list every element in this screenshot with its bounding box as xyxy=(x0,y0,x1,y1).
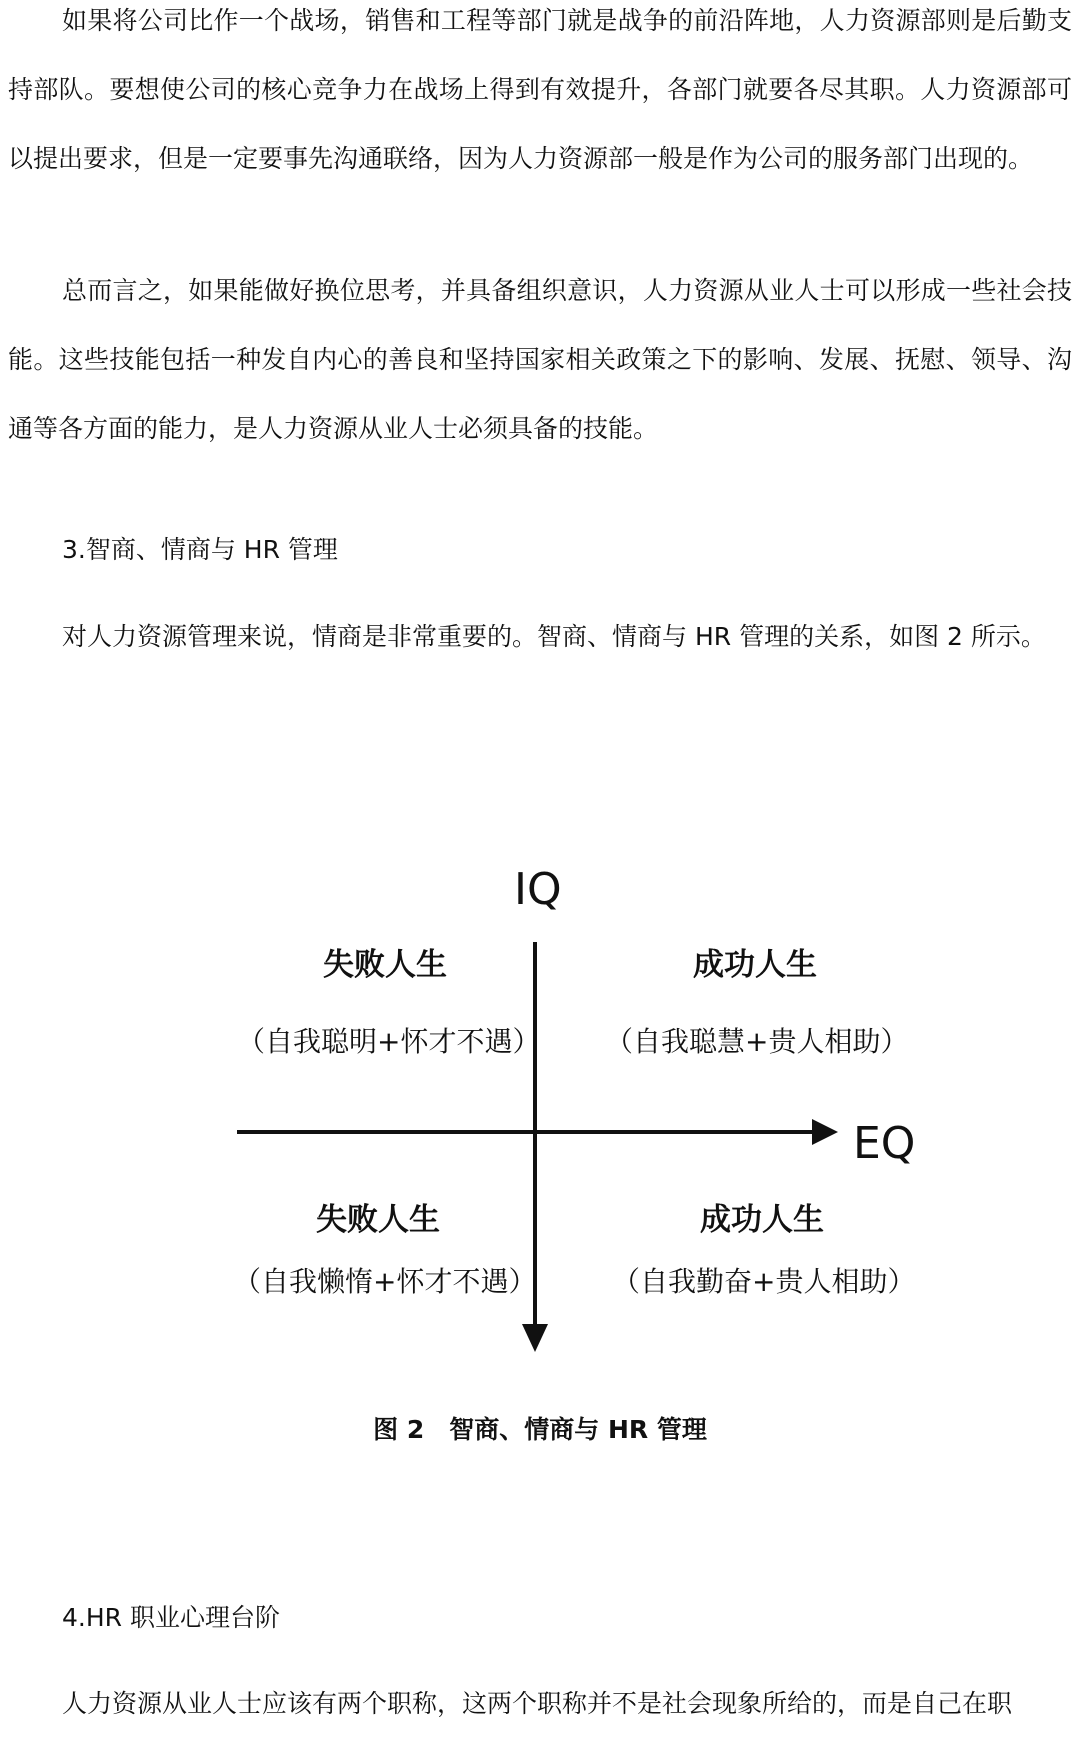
iq-axis-arrowhead xyxy=(522,1324,548,1352)
eq-axis-arrowhead xyxy=(812,1119,838,1145)
iq-axis-label: IQ xyxy=(514,864,562,915)
quadrant-top-right-subtitle: （自我聪慧+贵人相助） xyxy=(605,1025,909,1058)
quadrant-bottom-left-title: 失败人生 xyxy=(316,1202,440,1238)
quadrant-top-left-title: 失败人生 xyxy=(323,947,447,983)
iq-eq-quadrant-diagram xyxy=(0,840,1080,1380)
quadrant-bottom-left-subtitle: （自我懒惰+怀才不遇） xyxy=(233,1265,537,1298)
figure-caption: 图 2 智商、情商与 HR 管理 xyxy=(373,1415,707,1444)
quadrant-bottom-right-subtitle: （自我勤奋+贵人相助） xyxy=(612,1265,916,1298)
section-heading-iq-eq: 3.智商、情商与 HR 管理 xyxy=(62,535,338,564)
quadrant-bottom-right-title: 成功人生 xyxy=(700,1202,824,1238)
quadrant-top-right-title: 成功人生 xyxy=(693,947,817,983)
eq-axis-label: EQ xyxy=(853,1118,916,1169)
quadrant-top-left-subtitle: （自我聪明+怀才不遇） xyxy=(237,1025,541,1058)
paragraph-hr-role: 如果将公司比作一个战场，销售和工程等部门就是战争的前沿阵地，人力资源部则是后勤支持部队。要想使公司的核心竞争力在战场上得到有效提升，各部门就要各尽其职。人力资源部可以提出要求，但是一定要事先沟通联络，因为人力资源部一般是作为公司的服务部门出现的。 xyxy=(8,6,1072,173)
paragraph-social-skills: 总而言之，如果能做好换位思考，并具备组织意识，人力资源从业人士可以形成一些社会技能。这些技能包括一种发自内心的善良和坚持国家相关政策之下的影响、发展、抚慰、领导、沟通等各方面的能力，是人力资源从业人士必须具备的技能。 xyxy=(8,276,1072,443)
paragraph-hr-titles: 人力资源从业人士应该有两个职称，这两个职称并不是社会现象所给的，而是自己在职 xyxy=(62,1689,1013,1718)
paragraph-eq-importance: 对人力资源管理来说，情商是非常重要的。智商、情商与 HR 管理的关系，如图 2 所示。 xyxy=(62,622,1046,651)
section-heading-hr-career: 4.HR 职业心理台阶 xyxy=(62,1603,280,1632)
quadrant-axes xyxy=(0,840,1080,1380)
